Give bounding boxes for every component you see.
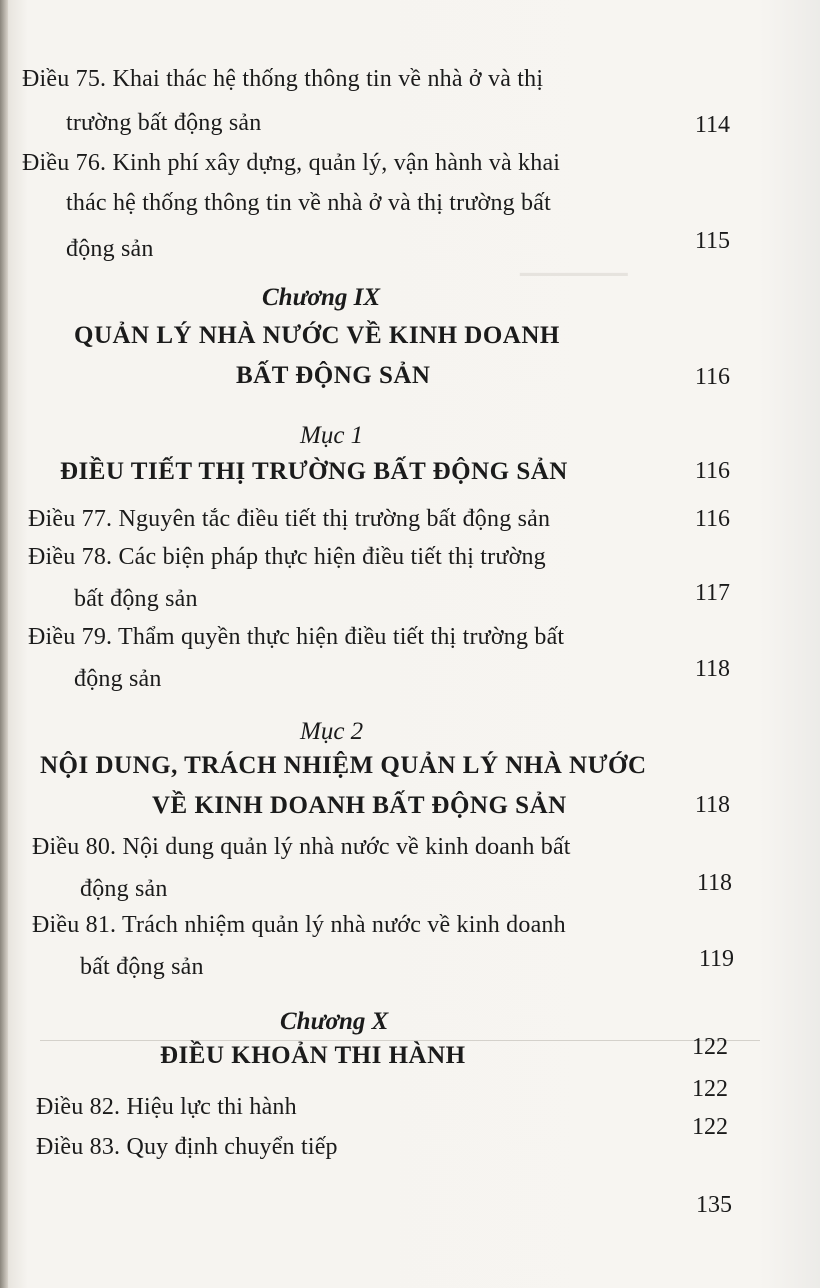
toc-entry-article-81-line1: Điều 81. Trách nhiệm quản lý nhà nước về kinh doanh xyxy=(32,912,566,938)
toc-page-number: 118 xyxy=(694,656,730,682)
toc-entry-article-81-line2: bất động sản xyxy=(80,954,204,980)
chapter-heading-line2: BẤT ĐỘNG SẢN xyxy=(236,362,431,389)
section-heading-line1: NỘI DUNG, TRÁCH NHIỆM QUẢN LÝ NHÀ NƯỚC xyxy=(40,752,647,779)
section-heading: ĐIỀU TIẾT THỊ TRƯỜNG BẤT ĐỘNG SẢN xyxy=(60,458,568,485)
section-heading-line2: VỀ KINH DOANH BẤT ĐỘNG SẢN xyxy=(152,792,567,819)
toc-entry-article-79-line2: động sản xyxy=(74,666,162,692)
chapter-heading-line1: QUẢN LÝ NHÀ NƯỚC VỀ KINH DOANH xyxy=(74,322,560,349)
toc-page-number: 116 xyxy=(694,364,730,390)
toc-page-number: 116 xyxy=(694,458,730,484)
toc-page-number: 117 xyxy=(694,580,730,606)
chapter-title: Chương IX xyxy=(262,284,381,311)
bleed-through-text: ▁▁▁▁▁▁▁ xyxy=(520,254,628,276)
toc-page-number: 122 xyxy=(692,1114,728,1140)
toc-page-number: 114 xyxy=(694,112,730,138)
divider-line xyxy=(40,1040,760,1041)
chapter-title: Chương X xyxy=(280,1008,389,1035)
chapter-heading: ĐIỀU KHOẢN THI HÀNH xyxy=(160,1042,466,1069)
section-title: Mục 2 xyxy=(300,718,364,745)
toc-entry-article-83: Điều 83. Quy định chuyển tiếp xyxy=(36,1134,338,1160)
toc-page-number: 119 xyxy=(698,946,734,972)
toc-entry-article-82: Điều 82. Hiệu lực thi hành xyxy=(36,1094,297,1120)
toc-entry-article-79-line1: Điều 79. Thẩm quyền thực hiện điều tiết thị trường bất xyxy=(28,624,565,650)
toc-entry-article-78-line2: bất động sản xyxy=(74,586,198,612)
book-spine-shadow xyxy=(0,0,8,1288)
toc-entry-article-76-line1: Điều 76. Kinh phí xây dựng, quản lý, vận hành và khai xyxy=(22,150,561,176)
toc-entry-article-76-line3: động sản xyxy=(66,236,154,262)
toc-entry-article-80-line2: động sản xyxy=(80,876,168,902)
toc-page-number: 115 xyxy=(694,228,730,254)
toc-page-number: 118 xyxy=(694,792,730,818)
toc-page-number: 135 xyxy=(696,1192,732,1218)
section-title: Mục 1 xyxy=(300,422,364,449)
toc-entry-article-75-line2: trường bất động sản xyxy=(66,110,262,136)
toc-entry-article-77: Điều 77. Nguyên tắc điều tiết thị trường bất động sản xyxy=(28,506,551,532)
toc-entry-article-75-line1: Điều 75. Khai thác hệ thống thông tin về nhà ở và thị xyxy=(22,66,544,92)
toc-page-number: 122 xyxy=(692,1034,728,1060)
toc-entry-article-78-line1: Điều 78. Các biện pháp thực hiện điều tiết thị trường xyxy=(28,544,546,570)
toc-entry-article-80-line1: Điều 80. Nội dung quản lý nhà nước về kinh doanh bất xyxy=(32,834,571,860)
toc-page-number: 118 xyxy=(696,870,732,896)
toc-page-number: 122 xyxy=(692,1076,728,1102)
toc-page-number: 116 xyxy=(694,506,730,532)
toc-entry-article-76-line2: thác hệ thống thông tin về nhà ở và thị trường bất xyxy=(66,190,551,216)
